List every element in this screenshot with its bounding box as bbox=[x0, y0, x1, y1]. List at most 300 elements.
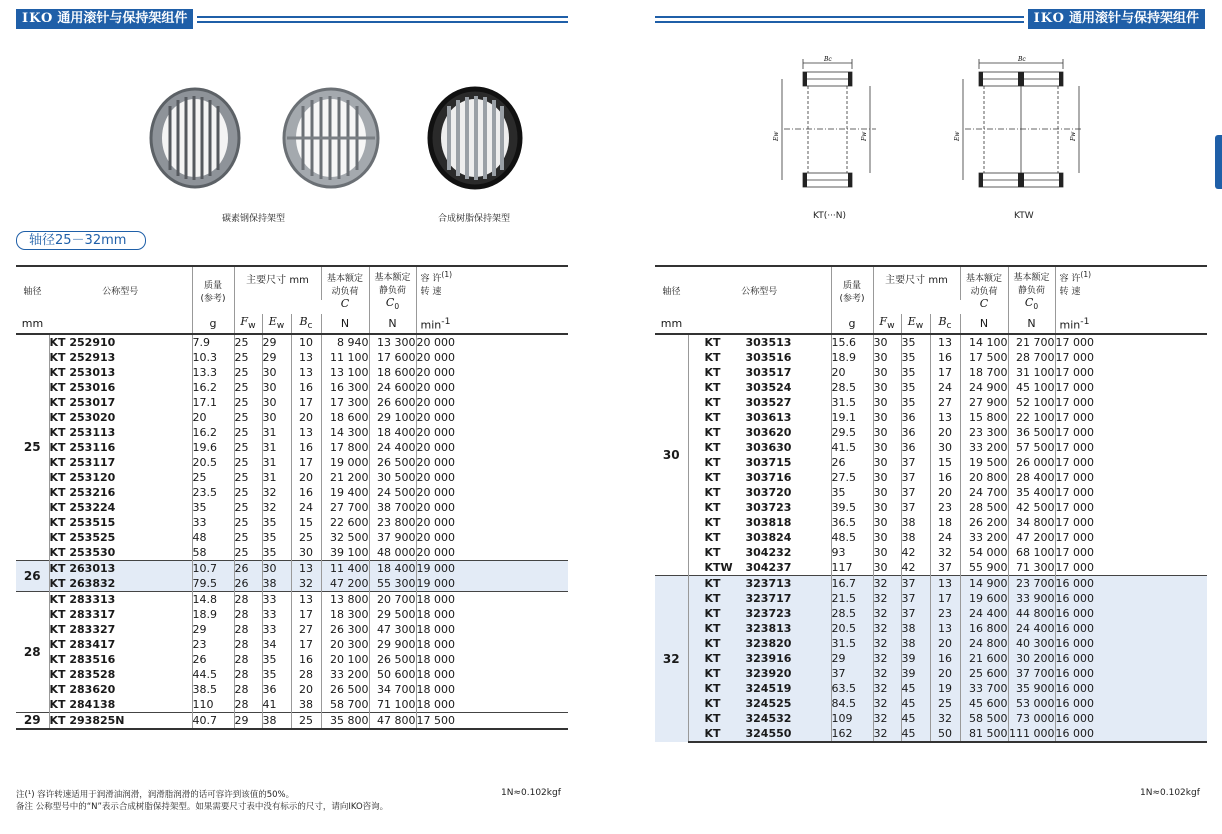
dynamic-load-value: 24 800 bbox=[960, 636, 1008, 651]
fw-value: 30 bbox=[873, 470, 901, 485]
fw-value: 30 bbox=[873, 395, 901, 410]
table-row bbox=[655, 334, 1207, 350]
model-series: KT bbox=[704, 426, 721, 439]
table-row bbox=[16, 652, 568, 667]
unit-n: N bbox=[369, 314, 416, 334]
model-code: 303524 bbox=[745, 381, 792, 394]
model-number bbox=[688, 666, 831, 681]
model-series: KT bbox=[704, 697, 721, 710]
ew-value: 37 bbox=[901, 485, 930, 500]
model-series: KT bbox=[704, 727, 721, 740]
static-load-value: 73 000 bbox=[1008, 711, 1055, 726]
table-row bbox=[16, 455, 568, 470]
col-speed: 容 许$^{(1)}$ 转 速 bbox=[1055, 266, 1207, 314]
mass-value: 38.5 bbox=[192, 682, 234, 697]
table-row bbox=[16, 667, 568, 682]
table-row bbox=[655, 726, 1207, 742]
speed-value: 18 000 bbox=[416, 638, 456, 651]
table-row bbox=[16, 380, 568, 395]
bc-value: 25 bbox=[291, 530, 321, 545]
static-load-value: 47 300 bbox=[369, 622, 416, 637]
mass-value: 58 bbox=[192, 545, 234, 561]
ew-value: 30 bbox=[262, 365, 291, 380]
ktw-drawing bbox=[955, 55, 1087, 197]
speed-value: 16 000 bbox=[1055, 711, 1207, 726]
fw-value: 29 bbox=[234, 713, 262, 730]
table-row bbox=[655, 666, 1207, 681]
ew-value: 35 bbox=[901, 334, 930, 350]
model-number: KT 293825N bbox=[49, 713, 192, 730]
model-series: KT bbox=[704, 682, 721, 695]
bc-label: Bᴄ bbox=[1018, 56, 1026, 63]
mass-value: 41.5 bbox=[831, 440, 873, 455]
static-load-value: 71 300 bbox=[1008, 560, 1055, 576]
fw-value: 25 bbox=[234, 455, 262, 470]
fw-value: 28 bbox=[234, 622, 262, 637]
unit-n: N bbox=[960, 314, 1008, 334]
speed-value: 20 000 bbox=[416, 456, 456, 469]
bc-value: 32 bbox=[930, 545, 960, 560]
model-number: KT 283516 bbox=[49, 652, 192, 667]
speed-value: 17 000 bbox=[1055, 426, 1095, 439]
ew-value: 42 bbox=[901, 560, 930, 576]
model-number bbox=[688, 621, 831, 636]
col-model: 公称型号 bbox=[688, 266, 831, 314]
speed-value: 17 000 bbox=[1055, 531, 1095, 544]
ew-value: 35 bbox=[901, 395, 930, 410]
col-mass: 质量 (参考) bbox=[192, 266, 234, 314]
model-code: 323916 bbox=[745, 652, 792, 665]
fw-value: 30 bbox=[873, 515, 901, 530]
mass-value: 18.9 bbox=[192, 607, 234, 622]
table-row bbox=[16, 410, 568, 425]
table-row bbox=[655, 606, 1207, 621]
speed-value: 18 000 bbox=[416, 608, 456, 621]
table-row bbox=[16, 592, 568, 608]
dynamic-load-value: 13 100 bbox=[321, 365, 369, 380]
model-number: KT 283313 bbox=[49, 592, 192, 608]
speed-value: 20 000 bbox=[416, 501, 456, 514]
fw-value: 32 bbox=[873, 606, 901, 621]
table-row bbox=[16, 682, 568, 697]
model-number: KT 252913 bbox=[49, 350, 192, 365]
dynamic-load-value: 11 100 bbox=[321, 350, 369, 365]
model-number: KT 283620 bbox=[49, 682, 192, 697]
mass-value: 16.2 bbox=[192, 425, 234, 440]
ew-value: 38 bbox=[262, 713, 291, 730]
model-code: 304232 bbox=[745, 546, 792, 559]
model-code: 303613 bbox=[745, 411, 792, 424]
speed-value: 20 000 bbox=[416, 366, 456, 379]
ew-value: 30 bbox=[262, 410, 291, 425]
bc-value: 38 bbox=[291, 697, 321, 713]
speed-value: 16 000 bbox=[1055, 726, 1207, 742]
static-load-value: 38 700 bbox=[369, 500, 416, 515]
model-series: KT bbox=[704, 501, 721, 514]
table-row bbox=[16, 485, 568, 500]
bc-value: 17 bbox=[291, 637, 321, 652]
head-ew: $E_w$ bbox=[262, 314, 291, 334]
model-code: 323717 bbox=[745, 592, 792, 605]
shaft-size: 25 bbox=[16, 334, 49, 561]
fw-value: 32 bbox=[873, 681, 901, 696]
table-row bbox=[655, 711, 1207, 726]
ew-value: 36 bbox=[901, 425, 930, 440]
dynamic-load-value: 18 300 bbox=[321, 607, 369, 622]
static-load-value: 26 500 bbox=[369, 652, 416, 667]
model-number bbox=[688, 576, 831, 592]
bc-value: 18 bbox=[930, 515, 960, 530]
ew-value: 42 bbox=[901, 545, 930, 560]
model-number bbox=[688, 380, 831, 395]
static-load-value: 26 600 bbox=[369, 395, 416, 410]
bc-value: 20 bbox=[930, 666, 960, 681]
model-code: 324525 bbox=[745, 697, 792, 710]
model-series: KT bbox=[704, 486, 721, 499]
mass-value: 21.5 bbox=[831, 591, 873, 606]
ew-label: Eᴡ bbox=[773, 131, 780, 141]
dynamic-load-value: 17 300 bbox=[321, 395, 369, 410]
fw-value: 30 bbox=[873, 455, 901, 470]
bc-value: 13 bbox=[291, 561, 321, 577]
static-load-value: 18 400 bbox=[369, 561, 416, 577]
model-code: 303513 bbox=[745, 336, 792, 349]
section-tab bbox=[1215, 135, 1222, 189]
model-number bbox=[688, 606, 831, 621]
bc-value: 13 bbox=[291, 592, 321, 608]
dynamic-load-value: 13 800 bbox=[321, 592, 369, 608]
table-row bbox=[655, 515, 1207, 530]
speed-value: 20 000 bbox=[416, 426, 456, 439]
speed-value: 17 000 bbox=[1055, 486, 1095, 499]
model-code: 324519 bbox=[745, 682, 792, 695]
table-row bbox=[655, 470, 1207, 485]
shaft-size: 26 bbox=[16, 561, 49, 592]
mass-value: 20 bbox=[192, 410, 234, 425]
mass-value: 40.7 bbox=[192, 713, 234, 730]
model-number bbox=[688, 365, 831, 380]
table-row bbox=[655, 425, 1207, 440]
model-code: 323723 bbox=[745, 607, 792, 620]
model-series: KT bbox=[704, 546, 721, 559]
model-series: KT bbox=[704, 396, 721, 409]
speed-value: 16 000 bbox=[1055, 621, 1207, 636]
dynamic-load-value: 45 600 bbox=[960, 696, 1008, 711]
unit-conversion-right: 1N≈0.102kgf bbox=[1140, 788, 1200, 798]
table-row bbox=[655, 485, 1207, 500]
bc-label: Bᴄ bbox=[824, 56, 832, 63]
model-series: KT bbox=[704, 456, 721, 469]
table-row bbox=[16, 500, 568, 515]
speed-value: 17 000 bbox=[1055, 366, 1095, 379]
caption-resin: 合成树脂保持架型 bbox=[438, 214, 511, 224]
mass-value: 93 bbox=[831, 545, 873, 560]
fw-value: 25 bbox=[234, 395, 262, 410]
speed-value: 20 000 bbox=[416, 546, 456, 559]
speed-value: 17 000 bbox=[1055, 411, 1095, 424]
model-series: KT bbox=[704, 441, 721, 454]
dynamic-load-value: 11 400 bbox=[321, 561, 369, 577]
model-number bbox=[688, 455, 831, 470]
ew-value: 36 bbox=[262, 682, 291, 697]
model-number bbox=[688, 560, 831, 576]
mass-value: 29 bbox=[192, 622, 234, 637]
table-row bbox=[16, 440, 568, 455]
mass-value: 33 bbox=[192, 515, 234, 530]
bc-value: 30 bbox=[291, 545, 321, 561]
mass-value: 23 bbox=[192, 637, 234, 652]
header-badge-right bbox=[1028, 9, 1205, 29]
speed-value: 20 000 bbox=[416, 396, 456, 409]
model-number bbox=[688, 711, 831, 726]
static-load-value: 50 600 bbox=[369, 667, 416, 682]
model-number: KT 253120 bbox=[49, 470, 192, 485]
model-code: 303720 bbox=[745, 486, 792, 499]
model-number: KT 283317 bbox=[49, 607, 192, 622]
speed-value: 20 000 bbox=[416, 351, 456, 364]
model-number bbox=[688, 395, 831, 410]
model-code: 304237 bbox=[745, 561, 792, 574]
table-row bbox=[655, 560, 1207, 576]
ew-value: 37 bbox=[901, 576, 930, 592]
table-row bbox=[655, 681, 1207, 696]
static-load-value: 111 000 bbox=[1009, 727, 1055, 740]
fw-value: 25 bbox=[234, 500, 262, 515]
speed-value: 20 000 bbox=[416, 381, 456, 394]
fw-value: 32 bbox=[873, 666, 901, 681]
static-load-value: 28 400 bbox=[1008, 470, 1055, 485]
ew-value: 39 bbox=[901, 651, 930, 666]
table-row bbox=[655, 365, 1207, 380]
ew-value: 36 bbox=[901, 410, 930, 425]
ew-value: 35 bbox=[262, 515, 291, 530]
speed-value: 20 000 bbox=[416, 441, 456, 454]
bc-value: 24 bbox=[930, 530, 960, 545]
unit-g: g bbox=[831, 314, 873, 334]
model-code: 324550 bbox=[745, 727, 792, 740]
dynamic-load-value: 19 000 bbox=[321, 455, 369, 470]
fw-value: 32 bbox=[873, 576, 901, 592]
model-number: KT 283327 bbox=[49, 622, 192, 637]
table-row bbox=[655, 545, 1207, 560]
dynamic-load-value: 18 700 bbox=[960, 365, 1008, 380]
mass-value: 162 bbox=[831, 726, 873, 742]
model-number bbox=[688, 681, 831, 696]
unit-min: $\min^{-1}$ bbox=[416, 314, 568, 334]
mass-value: 48 bbox=[192, 530, 234, 545]
model-number bbox=[688, 515, 831, 530]
fw-value: 30 bbox=[873, 545, 901, 560]
bc-value: 27 bbox=[291, 622, 321, 637]
static-load-value: 35 400 bbox=[1008, 485, 1055, 500]
table-row bbox=[16, 425, 568, 440]
static-load-value: 21 700 bbox=[1008, 334, 1055, 350]
dynamic-load-value: 58 700 bbox=[321, 697, 369, 713]
mass-value: 79.5 bbox=[192, 576, 234, 592]
ew-value: 37 bbox=[901, 591, 930, 606]
dynamic-load-value: 28 500 bbox=[960, 500, 1008, 515]
model-code: 303517 bbox=[745, 366, 792, 379]
fw-value: 25 bbox=[234, 380, 262, 395]
fw-value: 32 bbox=[873, 711, 901, 726]
speed-value: 16 000 bbox=[1055, 696, 1207, 711]
ew-value: 33 bbox=[262, 622, 291, 637]
ew-value: 35 bbox=[262, 545, 291, 561]
mass-value: 28.5 bbox=[831, 380, 873, 395]
col-mass: 质量 (参考) bbox=[831, 266, 873, 314]
model-number bbox=[688, 410, 831, 425]
ew-value: 35 bbox=[901, 350, 930, 365]
ew-value: 38 bbox=[901, 515, 930, 530]
unit-conversion-left: 1N≈0.102kgf bbox=[501, 788, 561, 798]
table-row bbox=[16, 334, 568, 350]
mass-value: 14.8 bbox=[192, 592, 234, 608]
static-load-value: 20 700 bbox=[369, 592, 416, 608]
bc-value: 24 bbox=[930, 380, 960, 395]
bc-value: 16 bbox=[291, 652, 321, 667]
model-number bbox=[688, 651, 831, 666]
dynamic-load-value: 22 600 bbox=[321, 515, 369, 530]
ew-value: 32 bbox=[262, 485, 291, 500]
fw-value: 32 bbox=[873, 591, 901, 606]
table-row bbox=[16, 607, 568, 622]
bc-value: 16 bbox=[930, 651, 960, 666]
model-series: KT bbox=[704, 637, 721, 650]
fw-value: 26 bbox=[234, 576, 262, 592]
table-row bbox=[16, 713, 568, 730]
ew-value: 30 bbox=[262, 561, 291, 577]
speed-value: 16 000 bbox=[1055, 666, 1207, 681]
dynamic-load-value: 39 100 bbox=[321, 545, 369, 561]
speed-value: 17 000 bbox=[1055, 561, 1095, 574]
model-number: KT 253013 bbox=[49, 365, 192, 380]
table-row bbox=[655, 696, 1207, 711]
col-dynamic-load: 基本额定 动负荷 C bbox=[960, 266, 1008, 314]
dynamic-load-value: 55 900 bbox=[960, 560, 1008, 576]
model-number bbox=[688, 440, 831, 455]
unit-n: N bbox=[321, 314, 369, 334]
fw-label: Fᴡ bbox=[861, 131, 868, 141]
model-number bbox=[688, 726, 831, 742]
col-shaft: 轴径 bbox=[16, 266, 49, 314]
fw-value: 32 bbox=[873, 621, 901, 636]
dynamic-load-value: 35 800 bbox=[321, 713, 369, 730]
bc-value: 20 bbox=[291, 470, 321, 485]
mass-value: 31.5 bbox=[831, 395, 873, 410]
dynamic-load-value: 27 900 bbox=[960, 395, 1008, 410]
model-series: KT bbox=[704, 592, 721, 605]
dynamic-load-value: 25 600 bbox=[960, 666, 1008, 681]
model-number: KT 253020 bbox=[49, 410, 192, 425]
model-code: 303527 bbox=[745, 396, 792, 409]
model-code: 303715 bbox=[745, 456, 792, 469]
ew-value: 29 bbox=[262, 350, 291, 365]
dynamic-load-value: 14 100 bbox=[960, 334, 1008, 350]
fw-value: 30 bbox=[873, 440, 901, 455]
mass-value: 10.7 bbox=[192, 561, 234, 577]
speed-value: 17 000 bbox=[1055, 381, 1095, 394]
iko-logo: IKO bbox=[22, 11, 54, 26]
dynamic-load-value: 20 800 bbox=[960, 470, 1008, 485]
shaft-size: 32 bbox=[655, 576, 688, 743]
mass-value: 16.7 bbox=[831, 576, 873, 592]
ew-value: 30 bbox=[262, 380, 291, 395]
fw-value: 30 bbox=[873, 350, 901, 365]
dynamic-load-value: 23 300 bbox=[960, 425, 1008, 440]
bc-value: 24 bbox=[291, 500, 321, 515]
speed-value: 17 500 bbox=[416, 713, 568, 730]
table-row bbox=[16, 395, 568, 410]
dynamic-load-value: 24 900 bbox=[960, 380, 1008, 395]
static-load-value: 44 800 bbox=[1008, 606, 1055, 621]
model-code: 303818 bbox=[745, 516, 792, 529]
table-row bbox=[16, 622, 568, 637]
col-static-load: 基本额定 静负荷 $C_0$ bbox=[1008, 266, 1055, 314]
bc-value: 30 bbox=[930, 440, 960, 455]
static-load-value: 37 900 bbox=[369, 530, 416, 545]
speed-value: 18 000 bbox=[416, 623, 456, 636]
dynamic-load-value: 32 500 bbox=[321, 530, 369, 545]
steel-cage-photo-1 bbox=[148, 86, 243, 190]
bc-value: 17 bbox=[930, 365, 960, 380]
table-row bbox=[16, 697, 568, 713]
ew-value: 38 bbox=[901, 621, 930, 636]
fw-value: 25 bbox=[234, 515, 262, 530]
dynamic-load-value: 81 500 bbox=[960, 726, 1008, 742]
table-row bbox=[655, 500, 1207, 515]
bc-value: 17 bbox=[930, 591, 960, 606]
table-row bbox=[16, 365, 568, 380]
bc-value: 16 bbox=[291, 485, 321, 500]
table-row bbox=[16, 637, 568, 652]
static-load-value: 18 400 bbox=[369, 425, 416, 440]
ew-value: 35 bbox=[901, 365, 930, 380]
ew-value: 33 bbox=[262, 592, 291, 608]
bc-value: 15 bbox=[930, 455, 960, 470]
static-load-value: 24 400 bbox=[369, 440, 416, 455]
bc-value: 19 bbox=[930, 681, 960, 696]
dynamic-load-value: 21 200 bbox=[321, 470, 369, 485]
static-load-value: 30 200 bbox=[1008, 651, 1055, 666]
static-load-value: 30 500 bbox=[369, 470, 416, 485]
bc-value: 17 bbox=[291, 395, 321, 410]
static-load-value: 48 000 bbox=[369, 545, 416, 561]
fw-value: 32 bbox=[873, 726, 901, 742]
steel-cage-photo-2 bbox=[281, 86, 382, 190]
model-number: KT 283528 bbox=[49, 667, 192, 682]
model-series: KT bbox=[704, 607, 721, 620]
dynamic-load-value: 58 500 bbox=[960, 711, 1008, 726]
bc-value: 23 bbox=[930, 500, 960, 515]
static-load-value: 71 100 bbox=[369, 697, 416, 713]
fw-value: 28 bbox=[234, 667, 262, 682]
static-load-value: 52 100 bbox=[1008, 395, 1055, 410]
ew-value: 37 bbox=[901, 606, 930, 621]
dynamic-load-value: 33 200 bbox=[960, 440, 1008, 455]
mass-value: 15.6 bbox=[831, 334, 873, 350]
speed-value: 20 000 bbox=[416, 336, 456, 349]
unit-mm: mm bbox=[16, 314, 49, 334]
model-series: KTW bbox=[704, 561, 733, 574]
ew-value: 45 bbox=[901, 696, 930, 711]
fw-label: Fᴡ bbox=[1070, 131, 1077, 141]
col-speed: 容 许$^{(1)}$ 转 速 bbox=[416, 266, 568, 314]
static-load-value: 24 600 bbox=[369, 380, 416, 395]
mass-value: 26 bbox=[831, 455, 873, 470]
model-code: 324532 bbox=[745, 712, 792, 725]
header-rule bbox=[197, 16, 568, 23]
mass-value: 36.5 bbox=[831, 515, 873, 530]
